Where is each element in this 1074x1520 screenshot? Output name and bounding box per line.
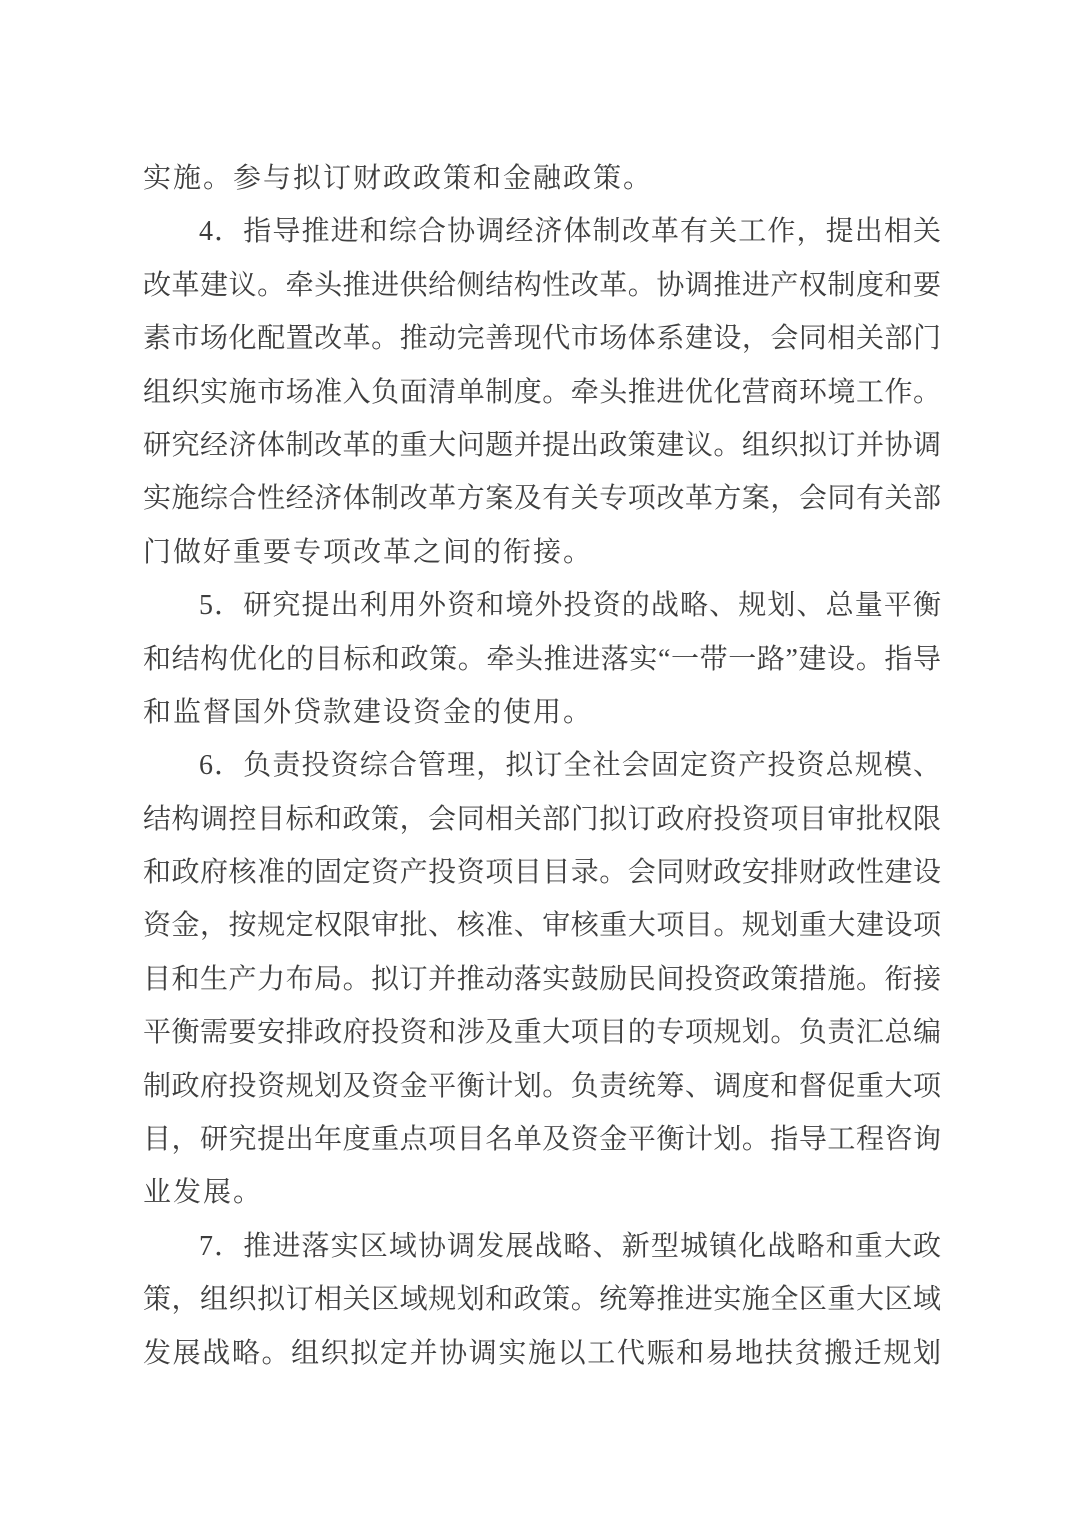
text-line: 实施。参与拟订财政政策和金融政策。 — [143, 163, 654, 194]
text-line: 平衡需要安排政府投资和涉及重大项目的专项规划。负责汇总编 — [143, 1017, 941, 1049]
text-line: 4．指导推进和综合协调经济体制改革有关工作，提出相关 — [199, 216, 941, 248]
text-line: 素市场化配置改革。推动完善现代市场体系建设，会同相关部门 — [143, 323, 941, 355]
text-line: 7．推进落实区域协调发展战略、新型城镇化战略和重大政 — [199, 1230, 941, 1262]
text-line: 门做好重要专项改革之间的衔接。 — [143, 536, 594, 568]
text-line: 结构调控目标和政策，会同相关部门拟订政府投资项目审批权限 — [143, 803, 941, 835]
text-line: 6．负责投资综合管理，拟订全社会固定资产投资总规模、 — [199, 750, 941, 782]
text-line: 和监督国外贷款建设资金的使用。 — [143, 696, 594, 728]
text-line: 发展战略。组织拟定并协调实施以工代赈和易地扶贫搬迁规划 — [143, 1337, 941, 1369]
text-line: 业发展。 — [143, 1177, 264, 1209]
text-line: 研究经济体制改革的重大问题并提出政策建议。组织拟订并协调 — [143, 429, 941, 461]
text-line: 组织实施市场准入负面清单制度。牵头推进优化营商环境工作。 — [143, 376, 941, 408]
text-line: 策，组织拟订相关区域规划和政策。统筹推进实施全区重大区域 — [143, 1284, 941, 1316]
text-line: 和政府核准的固定资产投资项目目录。会同财政安排财政性建设 — [143, 857, 941, 889]
text-line: 资金，按规定权限审批、核准、审核重大项目。规划重大建设项 — [143, 910, 941, 942]
text-line: 目，研究提出年度重点项目名单及资金平衡计划。指导工程咨询 — [143, 1124, 941, 1156]
text-line: 和结构优化的目标和政策。牵头推进落实“一带一路”建设。指导 — [143, 643, 941, 675]
text-line: 制政府投资规划及资金平衡计划。负责统筹、调度和督促重大项 — [143, 1070, 941, 1102]
text-line: 改革建议。牵头推进供给侧结构性改革。协调推进产权制度和要 — [143, 269, 941, 301]
document-text-block — [143, 152, 941, 1380]
text-line: 目和生产力布局。拟订并推动落实鼓励民间投资政策措施。衔接 — [143, 963, 941, 995]
text-line: 5．研究提出利用外资和境外投资的战略、规划、总量平衡 — [199, 590, 941, 622]
text-line: 实施综合性经济体制改革方案及有关专项改革方案，会同有关部 — [143, 483, 941, 515]
